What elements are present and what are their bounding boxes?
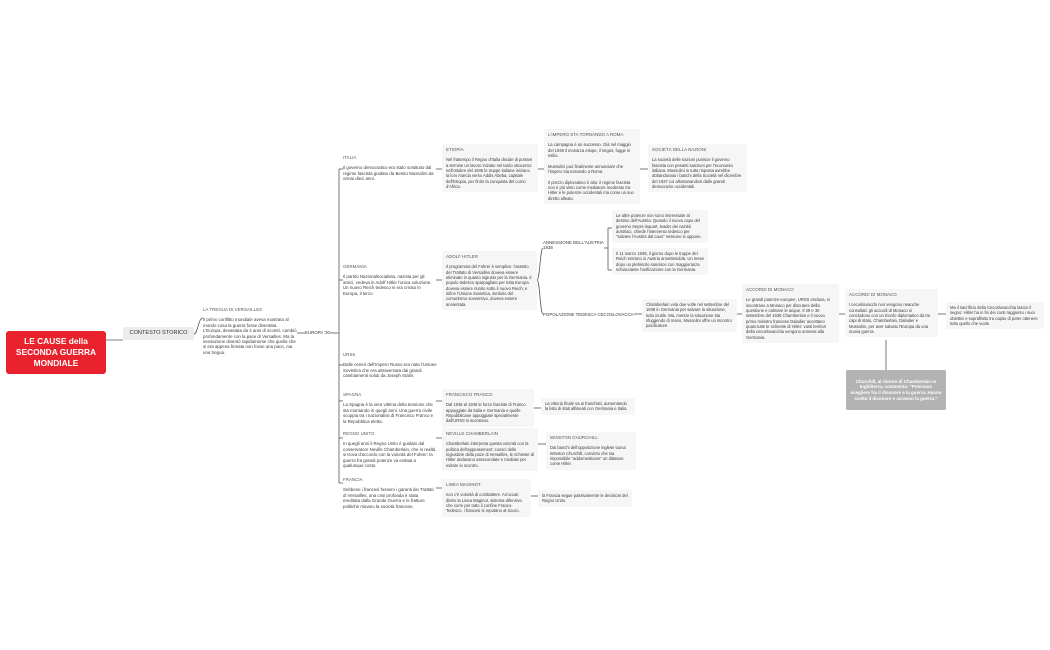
node-title: GERMANIA <box>343 264 367 269</box>
node-impero-roma[interactable] <box>544 129 640 204</box>
node-accordi-monaco-1[interactable] <box>742 284 839 343</box>
node-text: Churchill, al ritorno di Chamberlain in Inghilterra, commenta: "Potevano scegliere fra il disonore e la guerra. Hanno scelto il disonore e avranno la guerra." <box>850 378 942 401</box>
node-title: ADOLF HITLER <box>446 254 479 259</box>
node-societa-nazioni[interactable] <box>648 144 747 192</box>
node-title: REGNO UNITO <box>343 431 375 436</box>
node-text: non c'è volontà di combattere. Arroccati dietro la Linea Maginot, sistema difensivo che corre per tutto il confine Franco-Tedesco, i francesi si reputano al sicuro. <box>446 492 522 514</box>
link-hitler-branch <box>537 248 543 280</box>
node-text: Dalle ceneri dell'Impero Russo era nata l'Unione Sovietica che era attraversata dai grandi cambiamenti voluti da Joseph Stalin. <box>343 362 437 379</box>
node-text: In quegli anni il Regno Unito è guidato dal conservatore Neville Chamberlain, che in realtà si trova d'accordo con la volontà del Fuhrer: la guerra fra grandi potenze va evitata a qualunque costo. <box>343 441 436 469</box>
root-topic[interactable] <box>6 331 106 374</box>
node-title: ITALIA <box>343 155 357 160</box>
topic-label: CONTESTO STORICO <box>129 330 188 336</box>
node-europa-30[interactable] <box>305 330 331 335</box>
node-popolazione-cecoslovacca[interactable] <box>543 312 635 317</box>
node-text: la Francia segue passivamente le decisioni del Regno Unito. <box>542 493 628 504</box>
node-text: Il partito Nazionalsocialista, nazista per gli amici, vedeva in Adolf Hitler l'unica soluzione. Un nuovo Reich tedesco si era creato in Europa, il terzo. <box>343 274 432 296</box>
node-title: URSS <box>343 352 356 357</box>
node-title: FRANCISCO FRANCO <box>446 392 493 397</box>
node-title: LA TREGUA DI VERSAILLES <box>203 307 263 312</box>
node-austria-1[interactable] <box>612 210 708 243</box>
node-text: La società delle nazioni punisce il governo fascista con pesanti sanzioni per l'economia italiana. Mussolini in tutta risposta avrebbe abbandonato i banchi della Società nel dicembre del 1937 coi allontanandosi dalle grandi democrazie occidentali. <box>652 157 742 190</box>
node-title: WINSTON CHURCHILL <box>550 435 598 440</box>
root-title: LE CAUSE della SECONDA GUERRA MONDIALE <box>15 336 97 368</box>
node-text: Il governo democratico era stato sostituito dal regime fascista guidato da Benito Mussolini da ormai dieci anni. <box>343 165 434 182</box>
node-francia-segue[interactable] <box>538 490 632 507</box>
node-text: Il 11 marzo 1938, il giorno dopo le truppe del Reich entrano in Austria annettendola. Un mese dopo un plebiscito sancisce con maggioranza schiacciante l'unificazione con la Germania. <box>616 251 704 273</box>
node-adolf-hitler[interactable] <box>442 251 537 310</box>
node-francia[interactable] <box>343 477 436 509</box>
node-text: I cecoslovacchi non vengono neanche consultati: gli accordi di Monaco si concludono con un trionfo diplomatico da tre capi di stato, Chamberlain, Daladier e Mussolini, per aver salvato l'Europa da una nuova guerra. <box>849 302 931 335</box>
node-annessione-austria[interactable] <box>543 240 604 251</box>
node-accordi-monaco-2[interactable] <box>845 289 938 337</box>
node-label: POPOLAZIONE TEDESCA CECOSLOVACCA <box>543 312 634 317</box>
node-title: ACCORDI DI MONACO <box>746 287 794 292</box>
node-text: Chamberlain vola due volte nel settembre del 1938 in Germania per salvare la situazione, tutto inutile. Ma, mentre la situazione sta sfuggendo di mano, Mussolini offre un incontro pacificatore. <box>646 302 732 329</box>
node-winston-churchill[interactable] <box>546 432 636 470</box>
node-label: EUROPA '30 <box>305 330 330 335</box>
node-text: Le grandi potenze europee, URSS esclusa, si incontrano a Monaco per discutere della questione e calmare le acque. Il 29 e 30 settembre del 1938 Chamberlain e il nuovo primo ministro francese Daladier accettano quasi tutte le richieste di Hitler: vasti territori della cecoslovacchia vengono annessi alla Germania. <box>746 297 830 340</box>
node-title: ETIOPIA <box>446 147 464 152</box>
node-austria-2[interactable] <box>612 248 708 275</box>
node-label: ANNESSIONE DELL'AUSTRIA 1938 <box>543 240 604 251</box>
node-text: Ma il sacrificio della Cecoslovacchia lascia il segno: Hitler ha in fin dei conti raggiunto i suoi obiettivi e sopraffatto tra capito di poter ottenere tutto quello che vuole. <box>950 305 1038 327</box>
node-sacrificio-cecoslovacchia[interactable] <box>946 302 1044 329</box>
node-tregua-versailles[interactable] <box>203 307 297 355</box>
topic-contesto-storico[interactable] <box>123 327 194 340</box>
node-title: LINEA MAGINOT <box>446 482 481 487</box>
node-title: NEVILLE CHAMBERLAIN <box>446 431 498 436</box>
node-text: Nel frattempo il Regno d'Italia decide di portare a termine un lavoro iniziato nel tardo ottocento: nell'ottobre del 1935 le truppe italiane iniziano la loro marcia verso Addis Abeba, capitale dell'Etiopia, per finire la conquista del corno d'Africa. <box>446 157 533 190</box>
node-text: Dai banchi dell'opposizione inglese tuona Winston Churchill, convinto che sia impossibile "addomesticare" un dittatore come Hitler. <box>550 445 626 467</box>
node-title: FRANCIA <box>343 477 363 482</box>
node-francisco-franco[interactable] <box>442 389 534 427</box>
node-spagna[interactable] <box>343 392 436 424</box>
node-text: Sebbene i francesi fossero i garanti dei Trattati di Versailles, una crisi profonda è stata ereditata dalla Grande Guerra e le fratture politiche minano la società francese. <box>343 487 434 509</box>
link-main-treaty <box>194 318 203 334</box>
node-etiopia[interactable] <box>442 144 538 192</box>
node-text: La campagna è un successo. Già nel maggio del 1936 il monarca etiope, il negus, fugge in esilio. Mussolini può finalmente annunciare che l'impero sta tornando a Roma. Il prezzo diplomatico è alto: il regime fascista non è più visto come mediatore moderato tra Hitler e le potenze occidentali ma come un suo diretto alleato. <box>548 142 634 201</box>
node-text: La vittoria finale va ai franchisti, aumentando la lista di stati alllineati con Germania e Italia. <box>545 401 628 412</box>
node-title: ACCORDI DI MONACO <box>849 292 897 297</box>
node-italia[interactable] <box>343 155 436 182</box>
node-text: Il programma del Fuhrer è semplice: l'assetto del Trattato di Versailles doveva essere eliminato in quanto ingiusto per la Germania. Il popolo tedesco sparpagliato per tutta Europa doveva essere riunito sotto il nuovo Reich; e infine l'Unione Sovietica, simbolo del comunismo sovversivo, doveva essere annientata. <box>446 264 532 307</box>
node-neville-chamberlain[interactable] <box>442 428 538 471</box>
node-title: SOCIETÀ DELLA NAZIONI <box>652 147 707 152</box>
node-regno-unito[interactable] <box>343 431 436 468</box>
node-text: Chamberlain interpreta questa volontà con la politica dell'appeasement: consci delle ingiustizie della pace di Versailles, le richieste di Hitler andavano assecondate e mediate per evitare lo scontro. <box>446 441 534 468</box>
node-urss[interactable] <box>343 352 438 379</box>
node-churchill-quote[interactable] <box>846 370 946 410</box>
link-hitler-branch2 <box>537 280 543 314</box>
node-title: SPAGNA <box>343 392 362 397</box>
node-germania[interactable] <box>343 264 436 296</box>
node-text: Dal 1936 al 1939 le forze fasciste di Franco appoggiate da Italia e Germania e quelle Repubblicane appoggiate specialmente dall'URSS si scontrano. <box>446 402 526 424</box>
node-chamberlain-germania[interactable] <box>642 299 737 332</box>
node-text: La Spagna è la vera vittima della tensione che sta montando in quegli anni. Una guerra civile scoppia tra i nazionalisti di Francisco Franco e la Repubblica eletta. <box>343 402 434 424</box>
node-text: Il primo conflitto mondiale aveva mostrato al mondo cosa la guerra fosse diventata. L'Europa, devastata da 4 anni di scontri, cambiò profondamente con la pace di Versailles. Ma la sensazione diventò rapidamente che quella che si era appena firmata non fosse una pace, ma una tregua. <box>203 317 297 355</box>
node-title: L'IMPERO STA TORNANDO A ROMA <box>548 132 624 137</box>
node-linea-maginot[interactable] <box>442 479 531 517</box>
node-vittoria-franchisti[interactable] <box>541 398 635 415</box>
node-text: Le altre potenze non sono interessate al destino dell'Austria. Quando il nuovo capo del governo Seyss-inquart, leader dei nazisti austriaci, chiede l'intervento tedesco per "salvare l'Austria dal caos" nessuno si oppone. <box>616 213 702 240</box>
